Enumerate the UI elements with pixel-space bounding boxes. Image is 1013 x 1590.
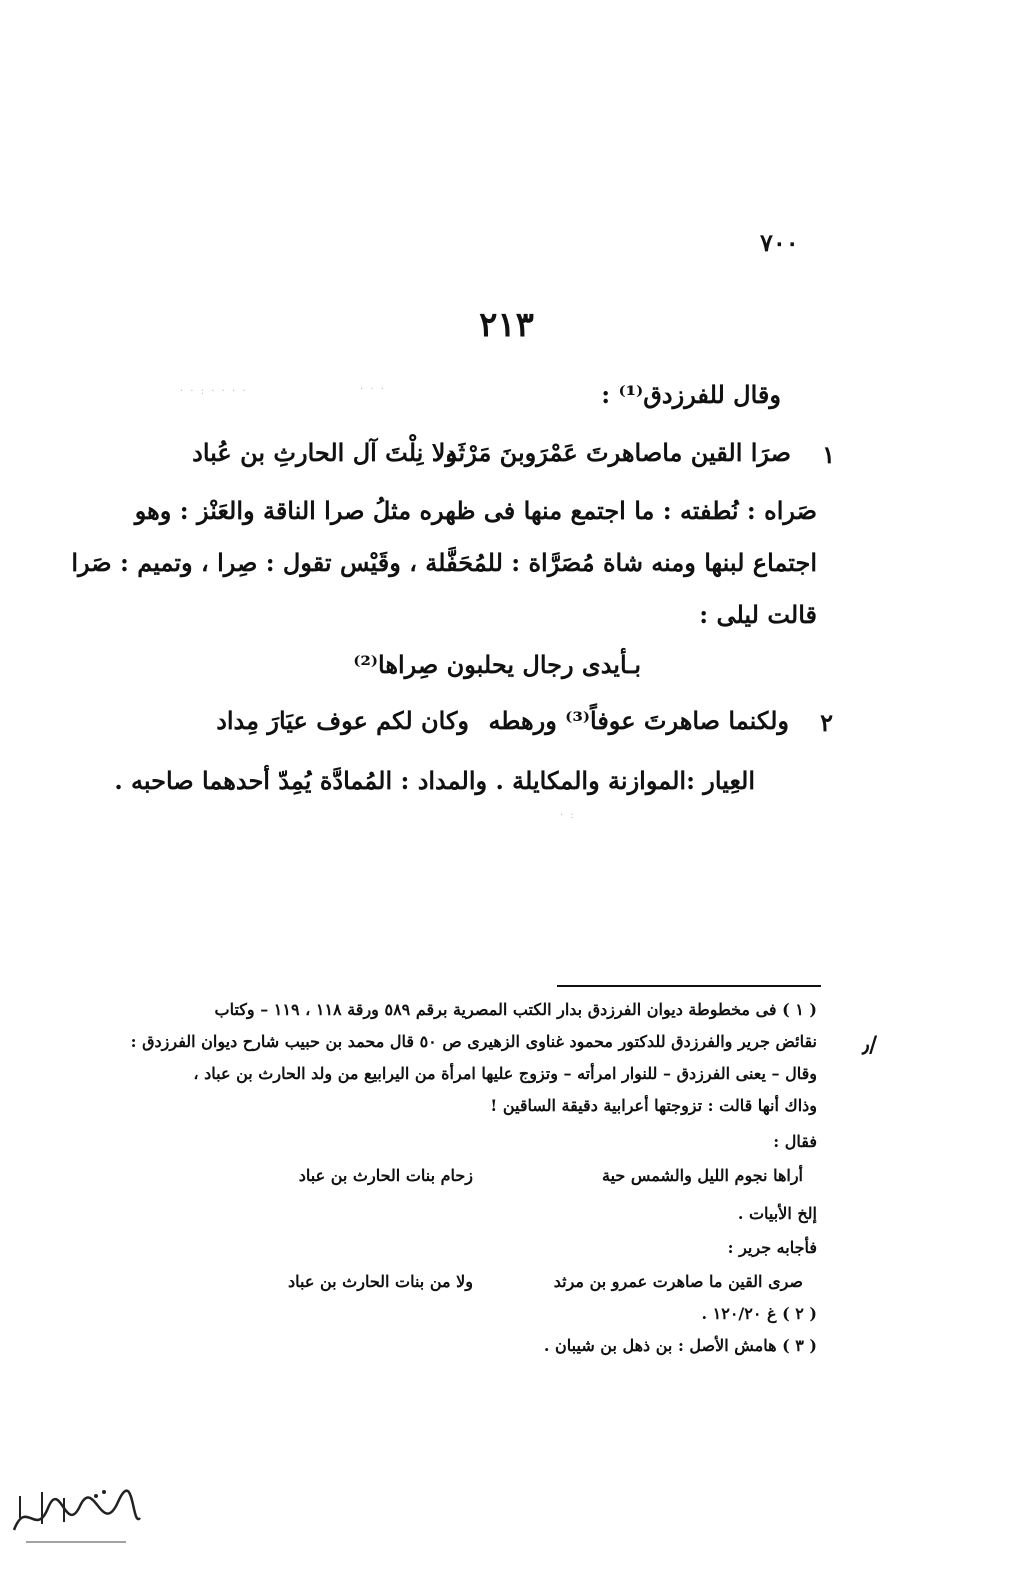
commentary-line-1: صَراه : نُطفته : ما اجتمع منها فى ظهره مثلُ صرا الناقة والعَنْز : وهو — [134, 496, 817, 525]
margin-mark: ٫/ — [862, 1032, 878, 1058]
footnote-1-line-5: فقال : — [773, 1132, 817, 1151]
footnote-verse-a-second: زحام بنات الحارث بن عباد — [298, 1166, 473, 1185]
commentary-line-3: قالت ليلى : — [699, 600, 817, 629]
footnote-1-line-1: ( ١ ) فى مخطوطة ديوان الفرزدق بدار الكتب المصرية برقم ٥٨٩ ورقة ١١٨ ، ١١٩ – وكتاب — [214, 1000, 817, 1019]
footnote-2: ( ٢ ) غ ١٢٠/٢٠ . — [701, 1304, 817, 1323]
verse-2-first-hemistich: ولكنما صاهرتَ عوفاً⁽³⁾ ورهطه — [488, 706, 789, 735]
poem-intro: وقال للفرزدق⁽¹⁾ : — [601, 380, 781, 409]
page-number: ٧٠٠ — [760, 228, 799, 257]
footnote-1-line-2: نقائض جرير والفرزدق للدكتور محمود غناوى الزهيرى ص ٥٠ قال محمد بن حبيب شارح ديوان الفرزدق : — [130, 1032, 817, 1051]
scan-speckle: · : — [560, 810, 576, 821]
library-stamp-logo — [6, 1478, 146, 1548]
verse-2-number: ٢ — [820, 708, 833, 737]
footnote-1-reply-intro: فأجابه جرير : — [727, 1238, 817, 1257]
scan-speckle: · · : · · · · — [180, 386, 248, 397]
verse-2-gloss: العِيار :الموازنة والمكايلة . والمداد : المُمادَّة يُمِدّ أحدهما صاحبه . — [114, 766, 755, 795]
footnote-separator — [557, 985, 821, 987]
footnote-1-etc: إلخ الأبيات . — [737, 1204, 817, 1223]
footnote-1-line-4: وذاك أنها قالت : تزوجتها أعرابية دقيقة الساقين ! — [490, 1096, 817, 1115]
footnote-verse-a-first: أراها نجوم الليل والشمس حية — [602, 1166, 803, 1185]
scan-speckle: · · · — [360, 384, 386, 395]
verse-2-second-hemistich: وكان لكم عوف عيَارَ مِداد — [216, 706, 469, 735]
footnote-verse-b-first: صرى القين ما صاهرت عمرو بن مرثد — [553, 1272, 803, 1291]
quoted-hemistich: بـأيدى رجال يحلبون صِراها⁽²⁾ — [353, 650, 641, 679]
commentary-line-2: اجتماع لبنها ومنه شاة مُصَرَّاة : للمُحَفَّلة ، وقَيْس تقول : صِرا ، وتميم : صَرا — [71, 548, 817, 577]
footnote-1-line-3: وقال – يعنى الفرزدق – للنوار امرأته – وتزوج عليها امرأة من اليرابيع من ولد الحارث بن عباد ، — [193, 1064, 817, 1083]
footnote-verse-b-second: ولا من بنات الحارث بن عباد — [288, 1272, 473, 1291]
footnote-3: ( ٣ ) هامش الأصل : بن ذهل بن شيبان . — [543, 1336, 817, 1355]
verse-1-first-hemistich: صرَا القين ماصاهرتَ عَمْرَوبنَ مَرْثَد — [445, 438, 791, 467]
verse-1-second-hemistich: ولا نِلْتَ آل الحارثِ بن عُباد — [192, 438, 457, 467]
verse-1-number: ١ — [822, 440, 835, 469]
poem-number: ٢١٣ — [479, 305, 534, 345]
